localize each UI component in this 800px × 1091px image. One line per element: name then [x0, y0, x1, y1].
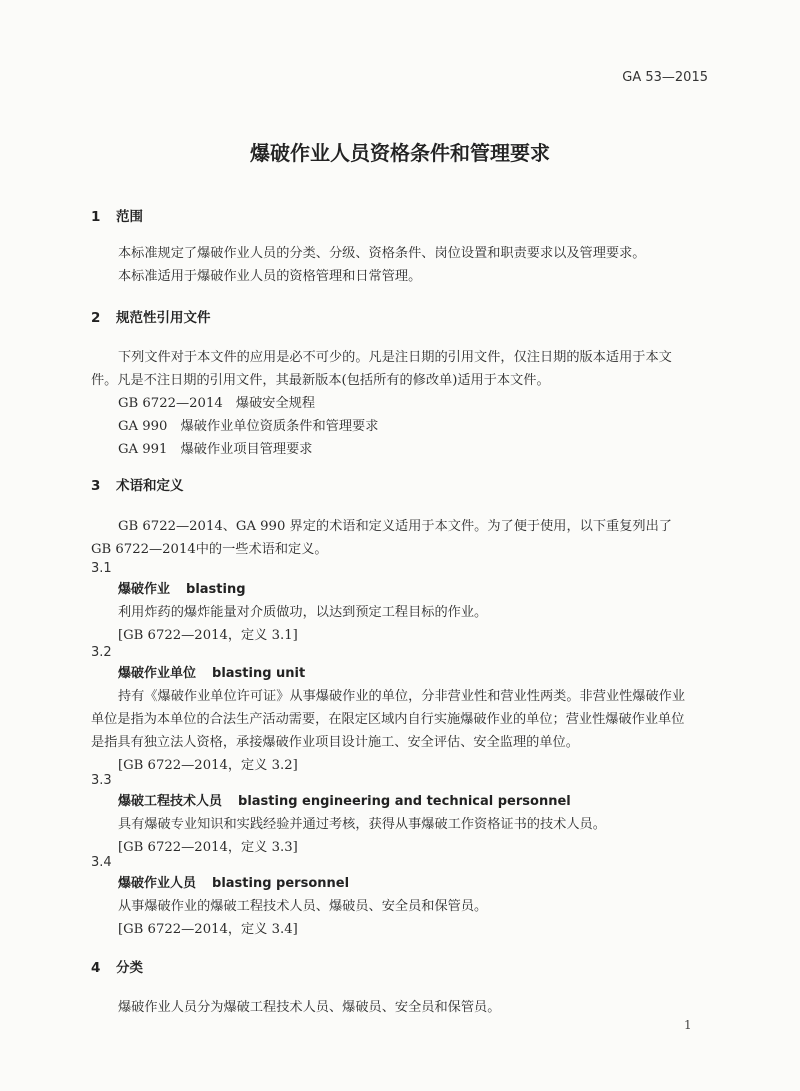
term-heading — [118, 790, 571, 809]
section-number: 4 — [91, 960, 101, 976]
section-2-paragraph-line-2: 件。凡是不注日期的引用文件，其最新版本(包括所有的修改单)适用于本文件。 — [91, 373, 550, 388]
term-number: 3.3 — [91, 773, 112, 788]
term-heading — [118, 872, 349, 891]
term-english: blasting unit — [212, 666, 306, 681]
term-chinese: 爆破工程技术人员 — [118, 794, 223, 809]
section-title: 范围 — [116, 209, 143, 225]
normative-reference: GB 6722—2014 爆破安全规程 — [118, 396, 316, 411]
standard-code: GA 53—2015 — [622, 70, 708, 85]
normative-reference: GA 990 爆破作业单位资质条件和管理要求 — [118, 419, 379, 434]
term-definition: 持有《爆破作业单位许可证》从事爆破作业的单位，分非营业性和营业性两类。非营业性爆破作业 — [118, 689, 686, 704]
section-3-paragraph-line-1: GB 6722—2014、GA 990 界定的术语和定义适用于本文件。为了便于使用，以下重复列出了 — [118, 519, 672, 534]
section-4-paragraph-1: 爆破作业人员分为爆破工程技术人员、爆破员、安全员和保管员。 — [118, 1000, 501, 1015]
section-title: 分类 — [116, 960, 143, 976]
term-heading — [118, 578, 246, 597]
section-3-heading — [91, 474, 184, 494]
section-number: 2 — [91, 310, 101, 326]
section-2-paragraph-line-1: 下列文件对于本文件的应用是必不可少的。凡是注日期的引用文件，仅注日期的版本适用于本文 — [118, 350, 672, 365]
term-english: blasting engineering and technical personnel — [238, 794, 571, 809]
term-source: [GB 6722—2014，定义 3.1] — [118, 628, 298, 643]
term-source: [GB 6722—2014，定义 3.3] — [118, 840, 298, 855]
term-definition: 具有爆破专业知识和实践经验并通过考核，获得从事爆破工作资格证书的技术人员。 — [118, 817, 606, 832]
term-chinese: 爆破作业 — [118, 582, 171, 597]
page-number: 1 — [684, 1018, 692, 1032]
section-number: 1 — [91, 209, 101, 225]
section-1-paragraph-2: 本标准适用于爆破作业人员的资格管理和日常管理。 — [118, 269, 422, 284]
term-definition: 从事爆破作业的爆破工程技术人员、爆破员、安全员和保管员。 — [118, 899, 488, 914]
term-definition: 利用炸药的爆炸能量对介质做功，以达到预定工程目标的作业。 — [118, 605, 488, 620]
section-3-paragraph-line-2: GB 6722—2014中的一些术语和定义。 — [91, 542, 328, 557]
term-english: blasting — [186, 582, 246, 597]
term-source: [GB 6722—2014，定义 3.2] — [118, 758, 298, 773]
term-source: [GB 6722—2014，定义 3.4] — [118, 922, 298, 937]
section-1-paragraph-1: 本标准规定了爆破作业人员的分类、分级、资格条件、岗位设置和职责要求以及管理要求。 — [118, 246, 646, 261]
term-chinese: 爆破作业单位 — [118, 666, 197, 681]
section-title: 规范性引用文件 — [116, 310, 211, 326]
term-heading — [118, 662, 305, 681]
term-number: 3.2 — [91, 645, 112, 660]
term-number: 3.1 — [91, 561, 112, 576]
section-4-heading — [91, 956, 143, 976]
section-1-heading — [91, 205, 143, 225]
term-number: 3.4 — [91, 855, 112, 870]
term-definition: 单位是指为本单位的合法生产活动需要，在限定区域内自行实施爆破作业的单位；营业性爆破作业单位 — [91, 712, 685, 727]
term-definition: 是指具有独立法人资格，承接爆破作业项目设计施工、安全评估、安全监理的单位。 — [91, 735, 579, 750]
section-2-heading — [91, 306, 211, 326]
term-english: blasting personnel — [212, 876, 350, 891]
section-number: 3 — [91, 478, 101, 494]
normative-reference: GA 991 爆破作业项目管理要求 — [118, 442, 313, 457]
term-chinese: 爆破作业人员 — [118, 876, 197, 891]
section-title: 术语和定义 — [116, 478, 184, 494]
document-title: 爆破作业人员资格条件和管理要求 — [250, 141, 550, 165]
